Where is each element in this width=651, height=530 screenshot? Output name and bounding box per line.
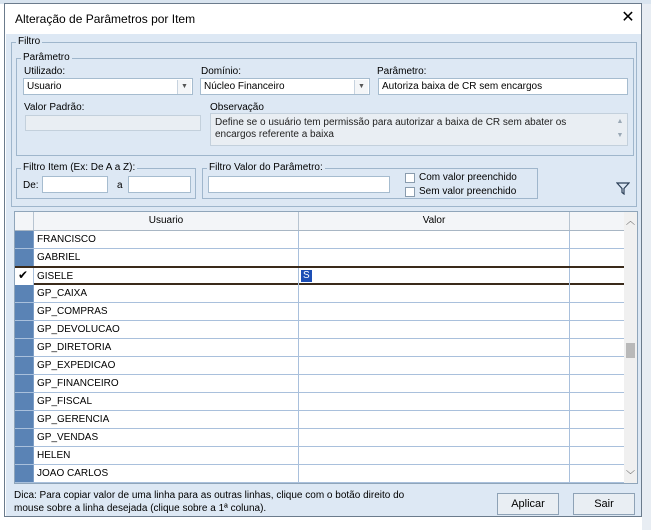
utilizado-label: Utilizado: (24, 66, 66, 77)
valor-cell[interactable] (299, 285, 570, 302)
table-row[interactable] (15, 375, 624, 393)
filler-cell (570, 375, 624, 392)
filler-cell (570, 303, 624, 320)
row-indicator[interactable] (15, 411, 34, 428)
filler-cell (570, 429, 624, 446)
chevron-down-icon[interactable]: ▼ (177, 80, 191, 94)
valor-cell[interactable] (299, 411, 570, 428)
filler-cell (570, 321, 624, 338)
scrollbar-thumb[interactable] (626, 343, 635, 358)
table-row[interactable] (15, 465, 624, 483)
table-row[interactable] (15, 249, 624, 267)
row-indicator[interactable] (15, 447, 34, 464)
dialog-title: Alteração de Parâmetros por Item (15, 12, 196, 26)
filler-cell (570, 249, 624, 266)
filler-cell (570, 268, 624, 285)
row-indicator[interactable] (15, 285, 34, 302)
filtro-item-legend: Filtro Item (Ex: De A a Z): (23, 162, 136, 173)
a-input[interactable] (128, 176, 191, 193)
filler-cell (570, 411, 624, 428)
chevron-down-icon[interactable]: ▼ (354, 80, 368, 94)
filtro-valor-input[interactable] (208, 176, 390, 193)
valor-cell[interactable] (299, 339, 570, 356)
filler-cell (570, 393, 624, 410)
row-indicator[interactable] (15, 268, 34, 285)
sem-valor-checkbox[interactable] (405, 187, 415, 197)
filtro-valor-legend: Filtro Valor do Parâmetro: (209, 162, 323, 173)
usuario-cell[interactable]: GP_CAIXA (34, 285, 299, 302)
com-valor-checkbox[interactable] (405, 173, 415, 183)
valor-cell[interactable] (299, 321, 570, 338)
table-row[interactable] (15, 321, 624, 339)
valor-cell[interactable] (299, 465, 570, 482)
usuario-cell[interactable]: GP_FINANCEIRO (34, 375, 299, 392)
observacao-scrollbar[interactable]: ▲ ▼ (616, 118, 624, 139)
filler-cell (570, 231, 624, 248)
de-input[interactable] (42, 176, 108, 193)
header-filler (570, 212, 624, 230)
valor-cell[interactable] (299, 303, 570, 320)
sem-valor-label: Sem valor preenchido (419, 186, 517, 197)
row-indicator[interactable] (15, 321, 34, 338)
usuario-cell[interactable]: JOAO CARLOS (34, 465, 299, 482)
table-row[interactable] (15, 266, 624, 285)
usuario-cell[interactable]: GP_VENDAS (34, 429, 299, 446)
grid-header (15, 212, 624, 231)
usuario-cell[interactable]: GP_COMPRAS (34, 303, 299, 320)
usuario-cell[interactable]: GISELE (34, 268, 299, 285)
table-row[interactable] (15, 303, 624, 321)
usuario-cell[interactable]: FRANCISCO (34, 231, 299, 248)
aplicar-button[interactable]: Aplicar (497, 493, 559, 515)
sair-button[interactable]: Sair (573, 493, 635, 515)
table-row[interactable] (15, 339, 624, 357)
filler-cell (570, 447, 624, 464)
valor-padrao-field (25, 115, 201, 131)
valor-cell[interactable] (299, 268, 570, 285)
row-indicator[interactable] (15, 465, 34, 482)
valor-cell[interactable] (299, 249, 570, 266)
row-indicator[interactable] (15, 303, 34, 320)
valor-cell[interactable] (299, 231, 570, 248)
parametro-legend: Parâmetro (23, 52, 70, 63)
valor-cell[interactable] (299, 429, 570, 446)
com-valor-label: Com valor preenchido (419, 172, 517, 183)
usuario-cell[interactable]: HELEN (34, 447, 299, 464)
usuario-cell[interactable]: GP_DIRETORIA (34, 339, 299, 356)
row-indicator[interactable] (15, 231, 34, 248)
filtro-legend: Filtro (18, 36, 41, 47)
de-label: De: (23, 180, 39, 191)
utilizado-select[interactable] (23, 78, 193, 95)
observacao-text (210, 113, 628, 146)
table-row[interactable] (15, 285, 624, 303)
chevron-down-icon[interactable]: ﹀ (625, 470, 635, 480)
filler-cell (570, 339, 624, 356)
usuario-cell[interactable]: GP_FISCAL (34, 393, 299, 410)
usuario-cell[interactable]: GP_EXPEDICAO (34, 357, 299, 374)
usuario-cell[interactable]: GP_DEVOLUCAO (34, 321, 299, 338)
table-row[interactable] (15, 429, 624, 447)
close-icon[interactable]: ✕ (621, 9, 635, 26)
checkmark-icon: ✔ (18, 268, 29, 282)
grid-scrollbar[interactable] (624, 212, 637, 483)
filler-cell (570, 465, 624, 482)
row-indicator[interactable] (15, 429, 34, 446)
valor-cell[interactable] (299, 393, 570, 410)
valor-cell[interactable] (299, 375, 570, 392)
users-grid (14, 211, 638, 484)
background-app-strip-right (642, 4, 651, 530)
funnel-icon[interactable] (616, 182, 630, 195)
usuario-cell[interactable]: GP_GERENCIA (34, 411, 299, 428)
header-indicator (15, 212, 34, 230)
table-row[interactable] (15, 411, 624, 429)
dominio-select[interactable] (200, 78, 370, 95)
a-label: a (117, 180, 123, 191)
valor-cell[interactable] (299, 447, 570, 464)
usuario-cell[interactable]: GABRIEL (34, 249, 299, 266)
row-indicator[interactable] (15, 393, 34, 410)
filler-cell (570, 357, 624, 374)
valor-edit-value[interactable]: S (303, 270, 310, 281)
row-indicator[interactable] (15, 249, 34, 266)
header-valor[interactable]: Valor (299, 212, 570, 230)
filler-cell (570, 285, 624, 302)
table-row[interactable] (15, 357, 624, 375)
dominio-value: Núcleo Financeiro (204, 81, 285, 92)
dominio-label: Domínio: (201, 66, 242, 77)
utilizado-value: Usuario (27, 81, 62, 92)
parametro-label: Parâmetro: (377, 66, 427, 77)
table-row[interactable] (15, 447, 624, 465)
row-indicator[interactable] (15, 357, 34, 374)
observacao-content: Define se o usuário tem permissão para autorizar a baixa de CR sem abater os encargos referente a baixa (215, 117, 567, 140)
row-indicator[interactable] (15, 375, 34, 392)
valor-cell[interactable] (299, 357, 570, 374)
row-indicator[interactable] (15, 339, 34, 356)
chevron-up-icon[interactable]: ︿ (625, 216, 635, 226)
tip-text: Dica: Para copiar valor de uma linha para as outras linhas, clique com o botão direito do mouse sobre a linha desejada (clique sobre a 1ª coluna). (14, 490, 405, 514)
observacao-label: Observação (210, 102, 264, 113)
parametro-field[interactable]: Autoriza baixa de CR sem encargos (378, 78, 628, 95)
table-row[interactable] (15, 231, 624, 249)
header-usuario[interactable]: Usuario (34, 212, 299, 230)
valor-padrao-label: Valor Padrão: (24, 102, 85, 113)
table-row[interactable] (15, 393, 624, 411)
